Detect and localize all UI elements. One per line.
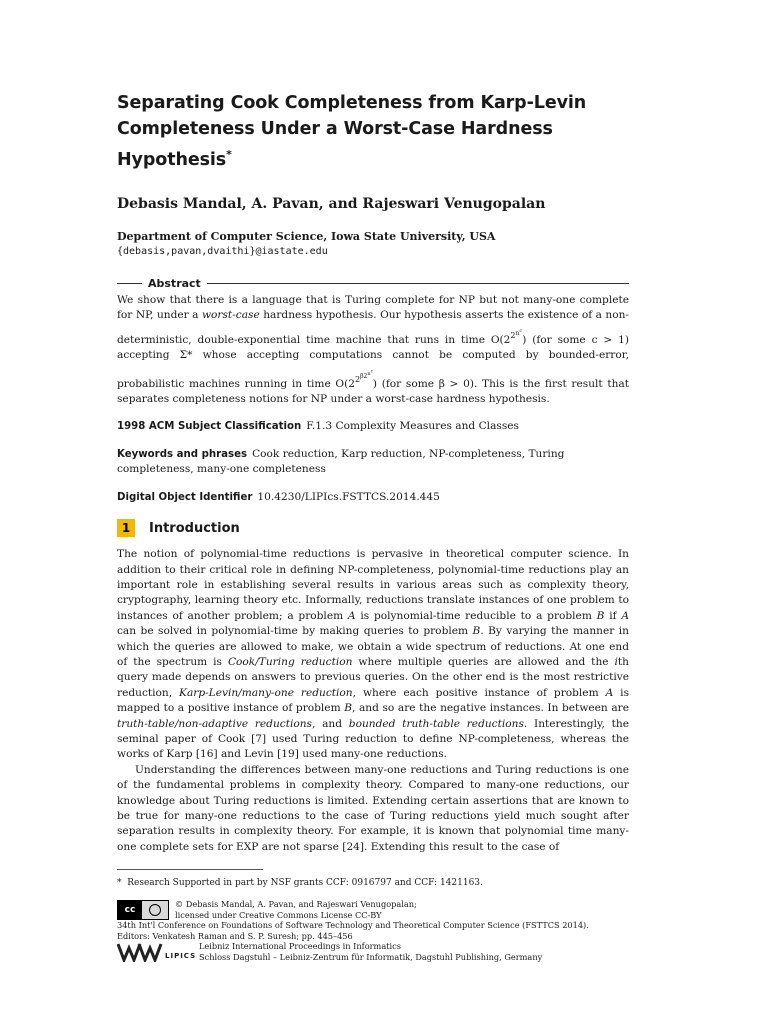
copyright-line: © Debasis Mandal, A. Pavan, and Rajeswari Venugopalan;: [175, 899, 417, 910]
author-emails: {debasis,pavan,dvaithi}@iastate.edu: [117, 246, 328, 257]
abstract-heading-label: Abstract: [148, 277, 201, 290]
math-time-bound-1: $O(2^{2^{n^c}})$: [490, 327, 527, 346]
paper-title: Separating Cook Completeness from Karp-Levin Completeness Under a Worst-Case Hardness Hypothesis*: [117, 93, 587, 170]
series-line: Leibniz International Proceedings in Informatics: [199, 941, 401, 952]
footnote-rule: [117, 869, 263, 870]
title-footnote-mark: *: [226, 148, 232, 161]
license-line: licensed under Creative Commons License CC-BY: [175, 909, 382, 920]
lipics-logo-icon: LIPICS: [117, 941, 199, 963]
editors-line: Editors: Venkatesh Raman and S. P. Suresh; pp. 445–456: [117, 930, 353, 941]
keywords: Keywords and phrases Cook reduction, Karp reduction, NP-completeness, Turing completeness, many-one completeness: [117, 447, 565, 476]
paper-page: [117, 90, 629, 963]
section-number-badge: 1: [117, 519, 135, 537]
footnote: * Research Supported in part by NSF grants CCF: 0916797 and CCF: 1421163.: [117, 878, 483, 889]
intro-paragraph-1: The notion of polynomial-time reductions is pervasive in theoretical computer science. In addition to their critical role in defining NP-completeness, polynomial-time reductions play an important role in establishing several results in various areas such as complexity theory, cryptography, learning theory etc. Informally, reductions translate instances of one problem to instances of another problem; a problem A is polynomial-time reducible to a problem B if A can be solved in polynomial-time by making queries to problem B. By varying the manner in which the queries are allowed to make, we obtain a wide spectrum of reductions. At one end of the spectrum is Cook/Turing reduction where multiple queries are allowed and the ith query made depends on answers to previous queries. On the other end is the most restrictive reduction, Karp-Levin/many-one reduction, where each positive instance of problem A is mapped to a positive instance of problem B, and so are the negative instances. In between are truth-table/non-adaptive reductions, and bounded truth-table reductions. Interestingly, the seminal paper of Cook [7] used Turing reduction to define NP-completeness, whereas the works of Karp [16] and Levin [19] used many-one reductions.: [117, 548, 630, 761]
abstract-rule-right: [207, 283, 629, 284]
abstract-text: We show that there is a language that is Turing complete for NP but not many-one complete for NP, under a worst-case hardness hypothesis. Our hypothesis asserts the existence of a non-deterministic, double-exponential time machine that runs in time $O(2^{2^{n^c}})$ (for some c > 1) accepting Σ* whose accepting computations cannot be computed by bounded-error, probabilistic machines running in time $O(2^{2^{\beta 2^{n^c}}})$ (for some β > 0). This is the first result that separates completeness notions for NP under a worst-case hardness hypothesis.: [117, 294, 629, 406]
math-time-bound-2: $O(2^{2^{\beta 2^{n^c}}})$: [335, 368, 378, 390]
affiliation: Department of Computer Science, Iowa State University, USA: [117, 230, 496, 243]
conference-line: 34th Int'l Conference on Foundations of Software Technology and Theoretical Computer Science (FSTTCS 2014).: [117, 920, 589, 931]
abstract-heading: [117, 277, 629, 290]
abstract-rule-left: [117, 283, 142, 284]
license-block: [117, 899, 629, 920]
cc-by-icon: cc: [117, 900, 169, 920]
acm-classification: 1998 ACM Subject Classification F.1.3 Complexity Measures and Classes: [117, 420, 519, 433]
section-heading: [117, 519, 629, 537]
intro-paragraph-2: Understanding the differences between many-one reductions and Turing reductions is one of the fundamental problems in complexity theory. Compared to many-one reductions, our knowledge about Turing reductions is limited. Extending certain assertions that are known to be true for many-one reductions to the case of Turing reductions yield much sought after separation results in complexity theory. For example, it is known that polynomial time many-one complete sets for EXP are not sparse [24]. Extending this result to the case of: [117, 763, 629, 853]
author-list: Debasis Mandal, A. Pavan, and Rajeswari Venugopalan: [117, 196, 546, 212]
lipics-block: [117, 941, 629, 963]
doi: Digital Object Identifier 10.4230/LIPIcs.FSTTCS.2014.445: [117, 490, 440, 503]
publisher-line: Schloss Dagstuhl – Leibniz-Zentrum für Informatik, Dagstuhl Publishing, Germany: [199, 951, 543, 962]
section-title: Introduction: [149, 520, 240, 536]
